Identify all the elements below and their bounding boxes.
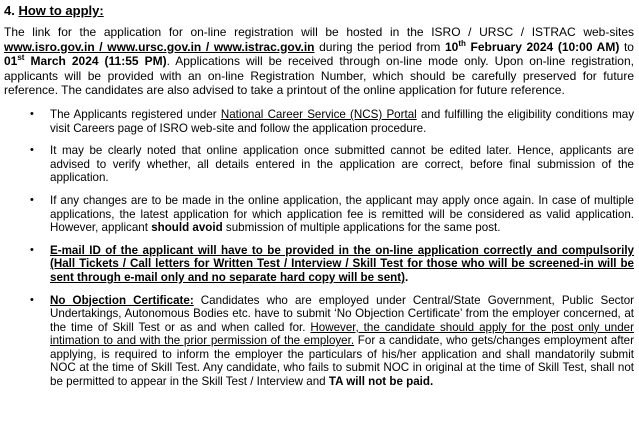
list-item-ncs: • The Applicants registered under National Career Service (NCS) Portal and fulfilling the eligibility conditions may visit Careers page of ISRO web-site and follow the application procedure.	[30, 107, 634, 135]
website-links[interactable]: www.isro.gov.in / www.ursc.gov.in / www.istrac.gov.in	[4, 39, 315, 54]
ncs-portal-link[interactable]: National Career Service (NCS) Portal	[220, 107, 417, 121]
intro-text-4: . Applications will be received through on-line mode only. Upon on-line registration, applicants will be provided with an on-line Registration Number, which should be carefully preserved for future reference. The candidates are also advised to take a printout of the online application for future reference.	[4, 54, 634, 98]
bullet-icon: •	[30, 293, 34, 306]
section-title: How to apply:	[18, 3, 104, 18]
intro-text-2: during the period from	[314, 39, 445, 54]
section-heading	[4, 3, 634, 19]
intro-text-3: to	[619, 39, 634, 54]
bullet-icon: •	[30, 107, 34, 120]
list-item-no-edit: • It may be clearly noted that online application once submitted cannot be edited later. Hence, applicants are advised to verify whether, all details entered in the application are correct, before final submission of the application.	[30, 144, 634, 185]
noc-title: No Objection Certificate:	[50, 293, 194, 307]
intro-paragraph	[4, 25, 634, 98]
bullet-icon: •	[30, 193, 34, 206]
list-item-noc: • No Objection Certificate: Candidates who are employed under Central/State Government, Public Sector Undertakings, Autonomous Bodies etc. have to submit ‘No Objection Certificate’ from the employer concerned, at the time of Skill Test or as and when called for. However, the candidate should apply for the post only under intimation to and with the prior permission of the employer. For a candidate, who gets/changes employment after applying, is required to inform the employer the particulars of his/her application and shall mandatorily submit NOC at the time of Skill Test. Any candidate, who fails to submit NOC in original at the time of Skill Test, shall not be permitted to appear in the Skill Test / Interview and TA will not be paid.	[30, 293, 635, 389]
section-number: 4.	[4, 3, 15, 18]
end-date: 01st March 2024 (11:55 PM)	[4, 53, 167, 69]
start-date: 10th February 2024 (10:00 AM)	[445, 38, 620, 54]
list-item-changes: • If any changes are to be made in the online application, the applicant may apply once again. In case of multiple applications, the latest application for which application fee is remitted will be considered as valid application. However, applicant should avoid submission of multiple applications for the same post.	[30, 193, 634, 235]
bullet-icon: •	[30, 243, 34, 256]
bullet-icon: •	[30, 144, 34, 157]
document-page	[4, 3, 634, 398]
list-item-email: • E-mail ID of the applicant will have to be provided in the on-line application correctly and compulsorily (Hall Tickets / Call letters for Written Test / Interview / Skill Test for those who will be screened-in will be sent through e-mail only and no separate hard copy will be sent).	[30, 243, 634, 284]
instruction-list	[4, 108, 634, 389]
intro-text-1: The link for the application for on-line registration will be hosted in the ISRO / URSC / ISTRAC web-sites	[4, 25, 634, 39]
